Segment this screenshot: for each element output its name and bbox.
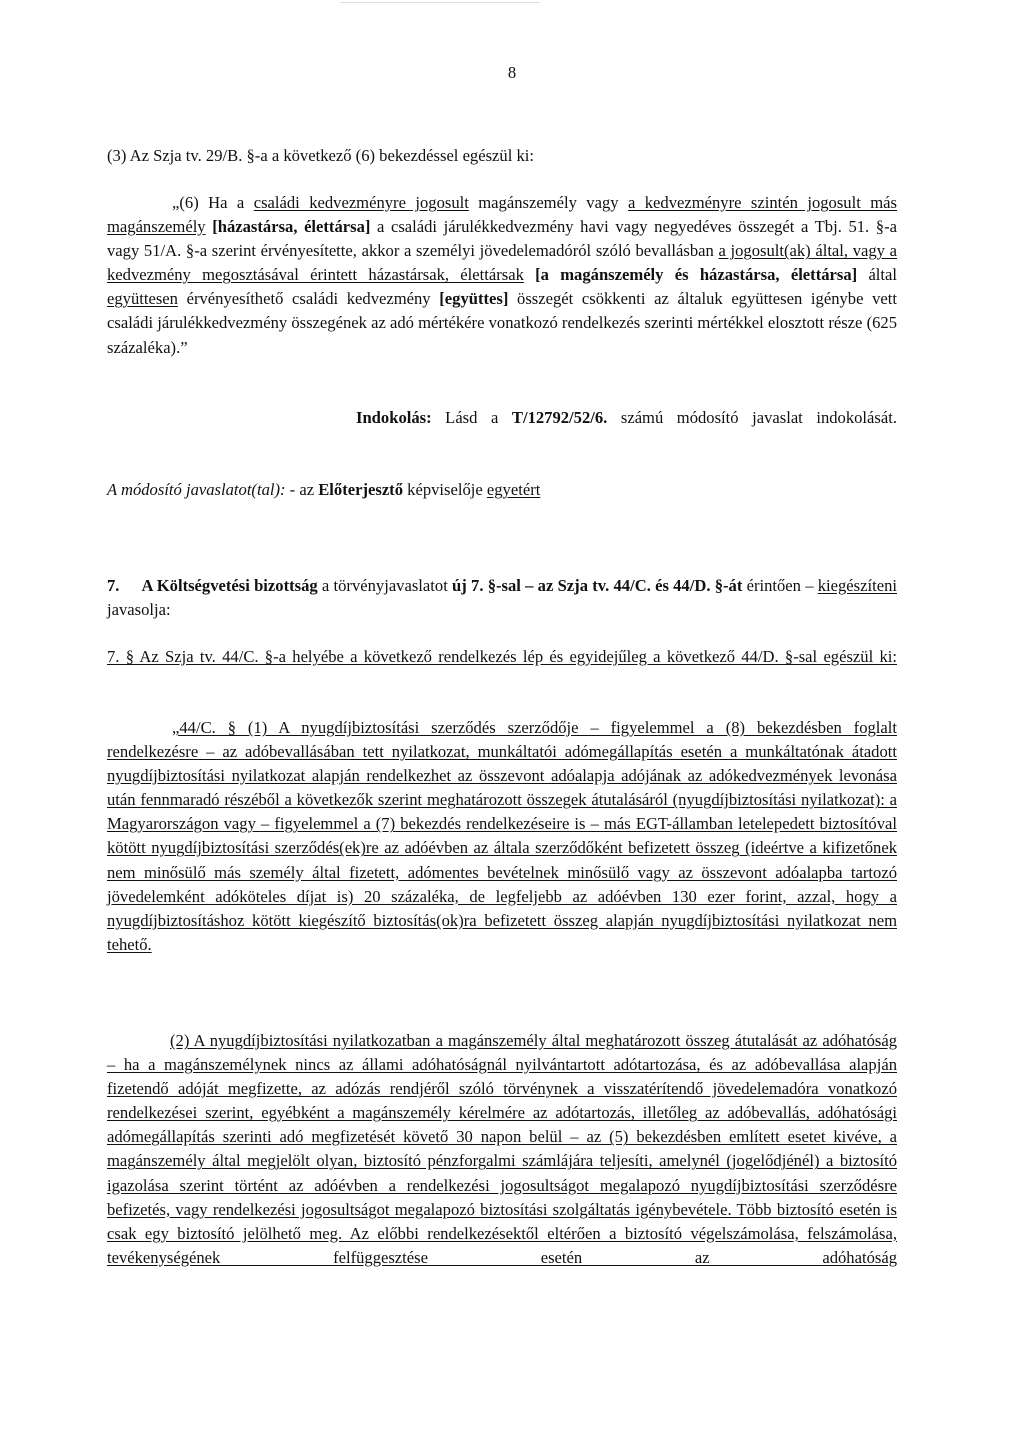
paragraph-44c-1: „44/C. § (1) A nyugdíjbiztosítási szerződés szerződője – figyelemmel a (8) bekezdésben foglalt rendelkezésre – az adóbevallásában tett nyilatkozat, munkáltatói adómegállapítás esetén a munkáltatónak átadott nyugdíjbiztosítási nyilatkozat alapján rendelkezhet az összevont adóalapja adójának az adókedvezmények levonása után fennmaradó részéből a következők szerint meghatározott összegek átutalásáról (nyugdíjbiztosítási nyilatkozat): a Magyarországon vagy – figyelemmel a (7) bekezdés rendelkezéseire is – más EGT-államban letelepedett biztosítóval kötött nyugdíjbiztosítási szerződés(ek)re az adóévben az általa szerződőként befizetett összeg (ideértve a kifizetőnek nem minősülő más személy által fizetett, adómentes bevételnek minősülő vagy az összevont adóalapba tartozó jövedelemként adóköteles díjat is) 20 százaléka, de legfeljebb az adóévben 130 ezer forint, azzal, hogy a nyugdíjbiztosításhoz kötött kiegészítő biztosítás(ok)ra befizetett összeg alapján nyugdíjbiztosítási nyilatkozat nem tehető. — [107, 718, 897, 954]
quoted-paragraph-6: „(6) Ha a családi kedvezményre jogosult magánszemély vagy a kedvezményre szintén jogosult más magánszemély [házastársa, élettársa] a családi járulékkedvezmény havi vagy negyedéves összegét a Tbj. 51. §-a vagy 51/A. §-a szerint érvényesítette, akkor a személyi jövedelemadóról szóló bevallásban a jogosult(ak) által, vagy a kedvezmény megosztásával érintett házastársak, élettársak [a magánszemély és házastársa, élettársa] által együttesen érvényesíthető családi kedvezmény [együttes] összegét csökkenti az általuk együttesen igénybe vett családi járulékkedvezmény összegének az adó mértékére vonatkozó rendelkezés szerinti mértékkel elosztott része (625 százaléka).” — [107, 193, 898, 357]
position-statement: A módosító javaslatot(tal): - az Előterjesztő képviselője egyetért — [107, 480, 541, 499]
justification: Indokolás: Lásd a T/12792/52/6. számú módosító javaslat indokolását. — [356, 408, 897, 427]
scan-artifact-line — [340, 2, 540, 3]
item-7-heading: 7. A Költségvetési bizottság a törvényjavaslatot új 7. §-sal – az Szja tv. 44/C. és 44/D. §-át érintően – kiegészíteni javasolja: — [107, 576, 897, 620]
section-3-intro: (3) Az Szja tv. 29/B. §-a a következő (6) bekezdéssel egészül ki: — [107, 146, 534, 165]
page-number: 8 — [507, 63, 517, 82]
paragraph-44c-2: (2) A nyugdíjbiztosítási nyilatkozatban a magánszemély által meghatározott összeg átutalását az adóhatóság – ha a magánszemélynek nincs az állami adóhatóságnál nyilvántartott adótartozása, és az adóbevallása alapján fizetendő adóját megfizette, az adózás rendjéről szóló törvénynek a visszatérítendő jövedelemadóra vonatkozó rendelkezései szerint, egyébként a magánszemély kérelmére az adótartozás, illetőleg az adóbevallás, adóhatósági adómegállapítás szerinti adó megfizetését követő 30 napon belül – az (5) bekezdésben említett esetet kivéve, a magánszemély által megjelölt olyan, biztosító pénzforgalmi számlájára teljesíti, amelynél (jogelődjénél) a biztosító igazolása szerint történt az adóévben a rendelkezési jogosultságot megalapozó nyugdíjbiztosítási szerződésre befizetés, vagy rendelkezési jogosultságot megalapozó biztosítási szolgáltatás igénybevétele. Több biztosító esetén is csak egy biztosító jelölhető meg. Az előbbi rendelkezésektől eltérően a biztosító végelszámolása, felszámolása, tevékenységének felfüggesztése esetén az adóhatóság — [107, 1031, 897, 1267]
item-7-subheading: 7. § Az Szja tv. 44/C. §-a helyébe a következő rendelkezés lép és egyidejűleg a következő 44/D. §-sal egészül ki: — [107, 647, 897, 666]
